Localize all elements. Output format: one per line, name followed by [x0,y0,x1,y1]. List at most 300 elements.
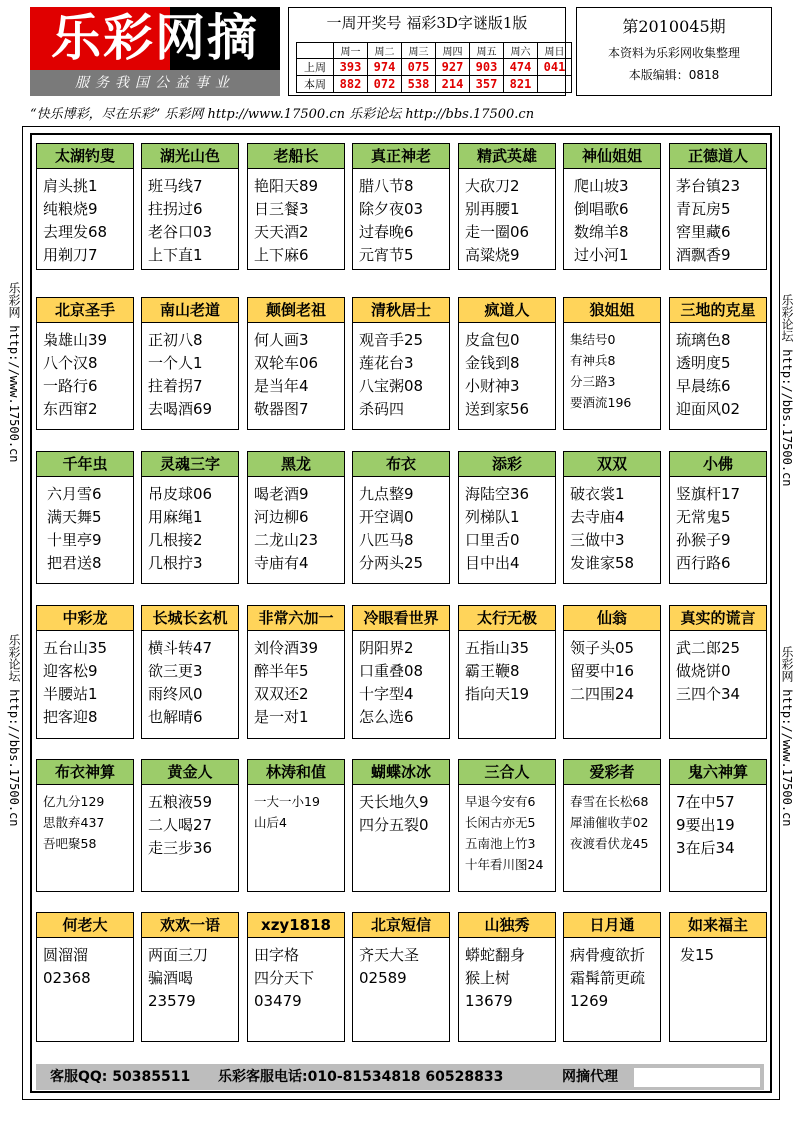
draw-number: 214 [436,76,470,93]
card-body [353,785,449,837]
card-title: 蝴蝶冰冰 [353,760,449,785]
card-line: 也解晴6 [148,708,203,726]
card-line: 亿九分129 [43,794,105,809]
card-title: 何老大 [37,913,133,938]
card-line: 1269 [570,992,609,1010]
puzzle-card [458,143,556,270]
card-line: 过小河1 [574,246,629,264]
card-line: 艳阳天89 [254,177,319,195]
puzzle-card [352,912,450,1042]
card-line: 肩头挑1 [43,177,98,195]
card-line: 孙猴子9 [676,531,731,549]
card-line: 二人喝27 [148,816,213,834]
side-url-right-bottom: 乐彩网 http://www.17500.cn [780,646,794,827]
puzzle-card [563,759,661,892]
card-title: 爱彩者 [564,760,660,785]
card-line: 吾吧聚58 [43,836,97,851]
day-header: 周五 [470,43,504,59]
card-line: 茅台镇23 [676,177,741,195]
card-line: 正初八8 [148,331,203,349]
puzzle-card [563,451,661,584]
draw-number: 041 [538,59,572,76]
card-line: 开空调0 [359,508,414,526]
draw-number: 075 [402,59,436,76]
puzzle-card [36,759,134,892]
card-line: 一路行6 [43,377,98,395]
card-body [353,477,449,575]
card-line: 走一圈06 [465,223,530,241]
card-title: 真实的谎言 [670,606,766,631]
card-line: 蟒蛇翻身 [465,946,526,964]
card-body [564,169,660,267]
card-line: 霸王鞭8 [465,662,520,680]
puzzle-card [141,605,239,739]
card-line: 田字格 [254,946,300,964]
card-line: 青瓦房5 [676,200,731,218]
card-line: 腊八节8 [359,177,414,195]
puzzle-card [458,605,556,739]
card-line: 窖里藏6 [676,223,731,241]
card-line: 分三路3 [570,374,616,389]
card-line: 九点整9 [359,485,414,503]
card-line: 一个人1 [148,354,203,372]
puzzle-card [247,912,345,1042]
card-line: 雨终风0 [148,685,203,703]
card-title: 北京短信 [353,913,449,938]
card-line: 用剃刀7 [43,246,98,264]
card-body [248,169,344,267]
card-title: 双双 [564,452,660,477]
card-line: 四分五裂0 [359,816,429,834]
card-line: 班马线7 [148,177,203,195]
card-line: 7在中57 [676,793,735,811]
day-header: 周一 [334,43,368,59]
card-title: 鬼六神算 [670,760,766,785]
card-line: 是当年4 [254,377,309,395]
footer-agent: 网摘代理 [562,1069,618,1085]
card-title: 中彩龙 [37,606,133,631]
card-line: 列梯队1 [465,508,520,526]
draw-results-title: 一周开奖号 福彩3D字谜版1版 [326,14,528,32]
card-line: 用麻绳1 [148,508,203,526]
card-line: 几根拧3 [148,554,203,572]
card-body [564,785,660,854]
puzzle-card [352,759,450,892]
card-line: 爬山坡3 [574,177,629,195]
card-title: 布衣 [353,452,449,477]
card-line: 何人画3 [254,331,309,349]
card-line: 骗酒喝 [148,969,194,987]
card-line: 做烧饼0 [676,662,731,680]
card-line: 十里亭9 [47,531,102,549]
card-line: 天天酒2 [254,223,309,241]
card-line: 五指山35 [465,639,530,657]
side-url-left-bottom: 乐彩论坛 http://bbs.17500.cn [7,634,21,827]
card-line: 六月雪6 [47,485,102,503]
card-line: 口里舌0 [465,531,520,549]
puzzle-card [669,912,767,1042]
card-body [142,169,238,267]
card-line: 双双还2 [254,685,309,703]
card-line: 倒唱歌6 [574,200,629,218]
puzzle-card [141,759,239,892]
site-logo: 乐彩网摘 [51,9,259,67]
card-line: 敬器图7 [254,400,309,418]
card-line: 早退今安有6 [465,794,536,809]
puzzle-card [141,451,239,584]
card-line: 纯粮烧9 [43,200,98,218]
card-title: 添彩 [459,452,555,477]
card-line: 老谷口03 [148,223,213,241]
card-body [564,631,660,706]
card-line: 二龙山23 [254,531,319,549]
card-line: 数绵羊8 [574,223,629,241]
puzzle-card [563,605,661,739]
draw-number: 393 [334,59,368,76]
puzzle-card [352,297,450,430]
card-line: 破衣裳1 [570,485,625,503]
card-line: 河边柳6 [254,508,309,526]
card-line: 欲三更3 [148,662,203,680]
card-body [248,477,344,575]
puzzle-card [36,297,134,430]
card-line: 目中出4 [465,554,520,572]
card-line: 夜渡看伏龙45 [570,836,649,851]
card-body [142,631,238,729]
card-title: 布衣神算 [37,760,133,785]
card-body [459,477,555,575]
card-title: 三地的克星 [670,298,766,323]
puzzle-card [458,451,556,584]
card-body [142,938,238,1013]
card-line: 小财神3 [465,377,520,395]
puzzle-card [669,759,767,892]
draw-number: 357 [470,76,504,93]
card-title: 非常六加一 [248,606,344,631]
puzzle-card [141,912,239,1042]
card-title: 南山老道 [142,298,238,323]
card-line: 皮盒包0 [465,331,520,349]
card-line: 无常鬼5 [676,508,731,526]
card-line: 四分天下 [254,969,315,987]
card-line: 喝老酒9 [254,485,309,503]
day-header: 周日 [538,43,572,59]
puzzle-card [669,605,767,739]
footer-phone: 乐彩客服电话:010-81534818 60528833 [218,1069,504,1085]
card-line: 拄着拐7 [148,377,203,395]
card-line: 山后4 [254,815,287,830]
card-body [37,169,133,267]
card-line: 口重叠08 [359,662,424,680]
card-body [37,323,133,421]
card-line: 霜髯箭更疏 [570,969,646,987]
card-body [353,938,449,990]
card-body [459,631,555,706]
side-url-left-top: 乐彩网 http://www.17500.cn [7,282,21,463]
card-title: 林涛和值 [248,760,344,785]
card-body [564,938,660,1013]
card-title: 冷眼看世界 [353,606,449,631]
card-line: 金钱到8 [465,354,520,372]
draw-number: 072 [368,76,402,93]
card-line: 03479 [254,992,302,1010]
card-title: 精武英雄 [459,144,555,169]
card-body [142,785,238,860]
issue-note: 本资料为乐彩网收集整理 [607,46,740,60]
puzzle-card [141,143,239,270]
table-corner [297,43,334,59]
card-line: 9要出19 [676,816,735,834]
draw-number: 974 [368,59,402,76]
card-line: 寺庙有4 [254,554,309,572]
card-body [37,631,133,729]
card-title: 仙翁 [564,606,660,631]
card-line: 五南池上竹3 [465,836,536,851]
card-line: 迎面风02 [676,400,741,418]
puzzle-card [458,759,556,892]
card-title: xzy1818 [248,913,344,938]
card-line: 把君送8 [47,554,102,572]
card-title: 清秋居士 [353,298,449,323]
card-line: 日三餐3 [254,200,309,218]
card-line: 拄拐过6 [148,200,203,218]
draw-number: 882 [334,76,368,93]
this-week-label: 本周 [297,76,334,93]
card-line: 去喝酒69 [148,400,213,418]
card-line: 除夕夜03 [359,200,424,218]
card-line: 把客迎8 [43,708,98,726]
card-line: 犀浦催收芋02 [570,815,649,830]
card-body [248,323,344,421]
card-line: 天长地久9 [359,793,429,811]
draw-number: 538 [402,76,436,93]
card-line: 观音手25 [359,331,424,349]
card-body [142,323,238,421]
card-line: 刘伶酒39 [254,639,319,657]
card-line: 早晨练6 [676,377,731,395]
card-line: 竖旗杆17 [676,485,741,503]
puzzle-card [669,451,767,584]
puzzle-card [563,297,661,430]
card-line: 两面三刀 [148,946,209,964]
card-body [670,169,766,267]
card-title: 正德道人 [670,144,766,169]
card-line: 发15 [680,946,715,964]
card-line: 八个汉8 [43,354,98,372]
card-line: 武二郎25 [676,639,741,657]
puzzle-card [563,143,661,270]
card-line: 走三步36 [148,839,213,857]
card-line: 送到家56 [465,400,530,418]
card-body [459,938,555,1013]
card-line: 领子头05 [570,639,635,657]
card-line: 二四围24 [570,685,635,703]
draw-number: 927 [436,59,470,76]
draw-number: 474 [504,59,538,76]
card-line: 齐天大圣 [359,946,420,964]
card-body [459,785,555,875]
card-line: 大砍刀2 [465,177,520,195]
card-title: 黄金人 [142,760,238,785]
card-line: 三四个34 [676,685,741,703]
puzzle-card [352,143,450,270]
puzzle-card [247,759,345,892]
card-line: 去理发68 [43,223,108,241]
card-body [248,785,344,833]
card-title: 欢欢一语 [142,913,238,938]
footer-qq: 客服QQ: 50385511 [50,1069,191,1085]
card-line: 酒飘香9 [676,246,731,264]
card-title: 疯道人 [459,298,555,323]
card-line: 过春晚6 [359,223,414,241]
card-line: 圆溜溜 [43,946,89,964]
card-line: 23579 [148,992,196,1010]
puzzle-card [36,912,134,1042]
card-line: 长闲古亦无5 [465,815,536,830]
card-line: 别再腰1 [465,200,520,218]
logo-slogan: 服务我国公益事业 [30,70,280,96]
day-header: 周四 [436,43,470,59]
day-header: 周六 [504,43,538,59]
card-line: 枭雄山39 [43,331,108,349]
card-line: 迎客松9 [43,662,98,680]
card-title: 日月通 [564,913,660,938]
card-line: 怎么选6 [359,708,414,726]
card-body [670,323,766,421]
card-title: 黑龙 [248,452,344,477]
card-title: 小佛 [670,452,766,477]
card-title: 千年虫 [37,452,133,477]
puzzle-card [36,605,134,739]
card-title: 老船长 [248,144,344,169]
card-line: 一大一小19 [254,794,320,809]
draw-results-table [296,42,572,93]
draw-number: 903 [470,59,504,76]
card-title: 太湖钓叟 [37,144,133,169]
card-line: 十年看川图24 [465,857,544,872]
card-line: 几根接2 [148,531,203,549]
card-title: 北京圣手 [37,298,133,323]
card-line: 半腰站1 [43,685,98,703]
card-line: 上下直1 [148,246,203,264]
day-header: 周三 [402,43,436,59]
card-line: 集结号0 [570,332,616,347]
card-body [564,323,660,413]
card-line: 透明度5 [676,354,731,372]
card-body [564,477,660,575]
card-title: 狼姐姐 [564,298,660,323]
card-body [670,938,766,967]
draw-number [538,76,572,93]
card-body [37,785,133,854]
card-line: 思散弃437 [43,815,105,830]
card-line: 02368 [43,969,91,987]
card-line: 留要中16 [570,662,635,680]
card-body [248,938,344,1013]
card-line: 指向天19 [465,685,530,703]
puzzle-card [352,605,450,739]
card-body [142,477,238,575]
puzzle-card [669,143,767,270]
card-title: 颠倒老祖 [248,298,344,323]
card-title: 太行无极 [459,606,555,631]
card-line: 是一对1 [254,708,309,726]
card-line: 阴阳界2 [359,639,414,657]
card-body [459,323,555,421]
puzzle-card [36,143,134,270]
card-line: 分两头25 [359,554,424,572]
puzzle-card [36,451,134,584]
card-body [670,785,766,860]
card-line: 东西窜2 [43,400,98,418]
card-line: 去寺庙4 [570,508,625,526]
card-body [248,631,344,729]
card-line: 3在后34 [676,839,735,857]
card-line: 春雪在长松68 [570,794,649,809]
card-body [37,938,133,990]
card-title: 湖光山色 [142,144,238,169]
card-line: 西行路6 [676,554,731,572]
footer-blank [634,1068,760,1087]
card-line: 琉璃色8 [676,331,731,349]
last-week-label: 上周 [297,59,334,76]
puzzle-card [247,451,345,584]
card-title: 长城长玄机 [142,606,238,631]
puzzle-card [458,297,556,430]
card-line: 八匹马8 [359,531,414,549]
card-title: 三合人 [459,760,555,785]
card-line: 五粮液59 [148,793,213,811]
card-body [353,169,449,267]
draw-number: 821 [504,76,538,93]
card-line: 猴上树 [465,969,511,987]
card-line: 醉半年5 [254,662,309,680]
card-line: 02589 [359,969,407,987]
card-line: 三做中3 [570,531,625,549]
puzzle-card [247,297,345,430]
card-line: 上下麻6 [254,246,309,264]
card-body [37,477,133,575]
card-body [670,477,766,575]
card-line: 吊皮球06 [148,485,213,503]
card-body [353,631,449,729]
card-line: 莲花台3 [359,354,414,372]
card-line: 十字型4 [359,685,414,703]
card-line: 病骨瘦欲折 [570,946,646,964]
card-body [459,169,555,267]
card-line: 发谁家58 [570,554,635,572]
card-line: 杀码四 [359,400,405,418]
puzzle-card [141,297,239,430]
card-title: 神仙姐姐 [564,144,660,169]
card-title: 如来福主 [670,913,766,938]
puzzle-card [352,451,450,584]
puzzle-card [563,912,661,1042]
card-body [670,631,766,706]
day-header: 周二 [368,43,402,59]
puzzle-card [458,912,556,1042]
card-line: 横斗转47 [148,639,213,657]
card-line: 元宵节5 [359,246,414,264]
card-line: 高粱烧9 [465,246,520,264]
card-body [353,323,449,421]
card-line: 八宝粥08 [359,377,424,395]
side-url-right-top: 乐彩论坛 http://bbs.17500.cn [780,294,794,487]
card-line: 有神兵8 [570,353,616,368]
issue-number: 第2010045期 [622,17,726,36]
card-line: 满天舞5 [47,508,102,526]
card-line: 要酒流196 [570,395,632,410]
